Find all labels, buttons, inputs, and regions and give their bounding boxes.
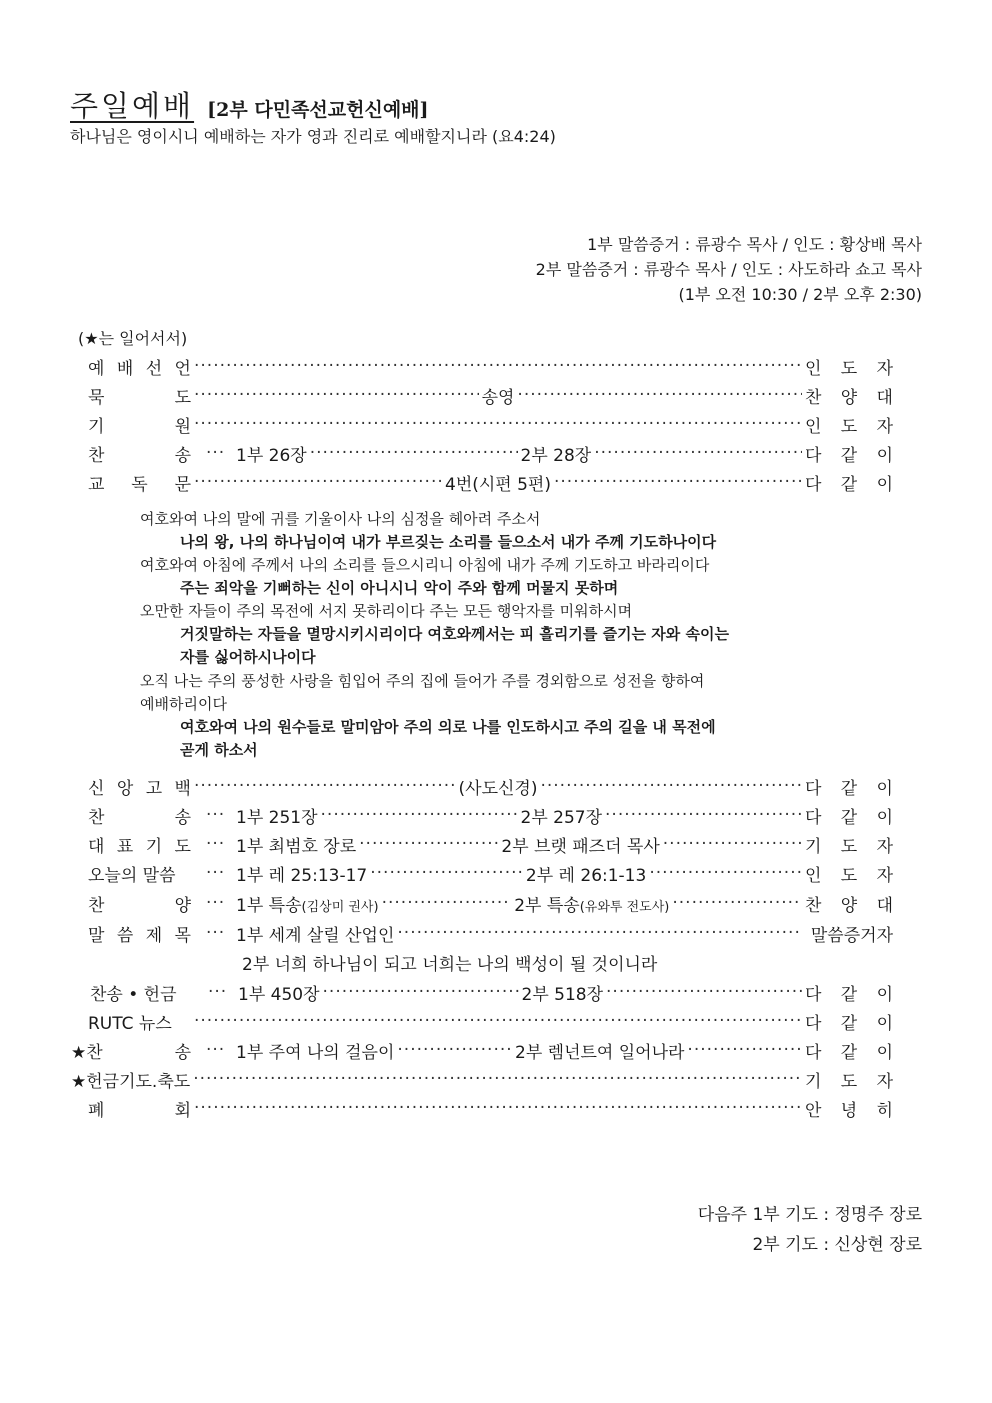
order-role: 인 도 자 [805, 358, 893, 379]
dot-leader [606, 982, 802, 1002]
order-row [71, 1037, 894, 1063]
part1-note: (김상미 권사) [301, 899, 379, 915]
order-row [88, 1008, 893, 1034]
reading-people-line: 나의 왕, 나의 하나님이여 내가 부르짖는 소리를 들으소서 내가 주께 기도하나이다 [180, 533, 717, 551]
part2-detail: 2부 레 26:1-13 [525, 865, 647, 886]
dot-leader [397, 1040, 512, 1060]
dot-leader [605, 805, 802, 825]
dot-leader [359, 834, 498, 854]
order-role: 안 녕 히 [805, 1100, 893, 1121]
order-detail: 송영 [481, 387, 515, 408]
order-label: 찬송 • 헌금 [90, 984, 177, 1005]
preacher-info-1: 1부 말씀증거 : 류광수 목사 / 인도 : 황상배 목사 [587, 235, 922, 254]
dot-leader [194, 385, 479, 405]
dot-leader [310, 443, 518, 463]
dot-leader [206, 1040, 224, 1060]
order-row [88, 1095, 893, 1121]
order-role: 찬 양 대 [805, 895, 894, 916]
dot-leader [382, 893, 512, 913]
part1-detail: 1부 26장 [236, 445, 307, 466]
dot-leader [321, 805, 518, 825]
reading-leader-line: 여호와여 나의 말에 귀를 기울이사 나의 심정을 헤아려 주소서 [140, 510, 541, 528]
order-row [88, 440, 893, 466]
next-week-prayer-2: 2부 기도 : 신상현 장로 [752, 1235, 922, 1255]
dot-leader [397, 923, 802, 943]
sermon-title-part2: 2부 너희 하나님이 되고 너희는 나의 백성이 될 것이니라 [242, 954, 658, 975]
part2-detail: 2부 특송(유와투 전도사) [514, 895, 670, 916]
dot-leader [687, 1040, 802, 1060]
order-row [88, 773, 893, 799]
dot-leader [323, 982, 519, 1002]
dot-leader [206, 443, 224, 463]
reading-people-line: 거짓말하는 자들을 멸망시키시리이다 여호와께서는 피 흘리기를 즐기는 자와 속이는 [180, 625, 729, 643]
part1-detail: 1부 450장 [238, 984, 320, 1005]
order-detail: 4번(시편 5편) [445, 474, 551, 495]
order-role: 다 같 이 [805, 984, 893, 1005]
order-row [88, 382, 893, 408]
order-label: 신 앙 고 백 [88, 778, 191, 799]
dot-leader [194, 472, 442, 492]
order-label: 오늘의 말씀 [88, 865, 176, 886]
part1-detail: 1부 최범호 장로 [236, 836, 357, 857]
order-row [71, 1066, 893, 1092]
order-role: 다 같 이 [805, 1042, 894, 1063]
part2-note: (유와투 전도사) [579, 899, 670, 915]
order-row [88, 469, 893, 495]
dot-leader [649, 863, 802, 883]
part2-detail: 2부 브랫 패즈더 목사 [501, 836, 660, 857]
order-label: 기 원 [88, 416, 191, 437]
order-role: 인 도 자 [805, 865, 893, 886]
order-role: 말씀증거자 [810, 925, 893, 946]
order-role: 인 도 자 [805, 416, 893, 437]
order-role: 찬 양 대 [804, 387, 893, 408]
reading-leader-line: 예배하리이다 [140, 695, 227, 713]
order-role: 다 같 이 [805, 1013, 893, 1034]
dot-leader [206, 863, 224, 883]
title-row [70, 84, 429, 125]
part1-detail: 1부 세계 살릴 산업인 [236, 925, 395, 946]
order-role: 다 같 이 [804, 778, 893, 799]
dot-leader [517, 385, 802, 405]
order-label: ★찬 송 [71, 1042, 191, 1063]
order-row [88, 411, 893, 437]
dot-leader [554, 472, 802, 492]
dot-leader [370, 863, 523, 883]
dot-leader [663, 834, 802, 854]
dot-leader [672, 893, 802, 913]
order-detail: (사도신경) [458, 778, 538, 799]
dot-leader [206, 923, 224, 943]
order-row [88, 860, 893, 886]
order-role: 기 도 자 [805, 1071, 893, 1092]
order-label: 찬 양 [88, 895, 191, 916]
reading-people-line: 주는 죄악을 기뻐하는 신이 아니시니 악이 주와 함께 머물지 못하며 [180, 579, 619, 597]
order-label: 찬 송 [88, 445, 191, 466]
part2-detail: 2부 렘넌트여 일어나라 [515, 1042, 685, 1063]
part1-detail: 1부 251장 [236, 807, 318, 828]
dot-leader [193, 1069, 802, 1089]
scripture-verse: 하나님은 영이시니 예배하는 자가 영과 진리로 예배할지니라 (요4:24) [70, 127, 556, 146]
order-row [88, 979, 893, 1005]
dot-leader [194, 1098, 802, 1118]
order-row [88, 802, 893, 828]
part2-detail: 2부 518장 [521, 984, 604, 1005]
order-label: 찬 송 [88, 807, 191, 828]
order-role: 기 도 자 [805, 836, 893, 857]
dot-leader [540, 776, 802, 796]
dot-leader [194, 356, 802, 376]
dot-leader [194, 776, 456, 796]
order-row [88, 890, 893, 916]
reading-leader-line: 오만한 자들이 주의 목전에 서지 못하리이다 주는 모든 행악자를 미워하시며 [140, 602, 633, 620]
part2-detail: 2부 257장 [520, 807, 603, 828]
dot-leader [594, 443, 802, 463]
dot-leader [194, 1011, 802, 1031]
reading-people-line: 곧게 하소서 [180, 741, 258, 759]
order-role: 다 같 이 [805, 445, 893, 466]
next-week-prayer-1: 다음주 1부 기도 : 정명주 장로 [697, 1205, 922, 1225]
dot-leader [206, 805, 224, 825]
order-row [88, 353, 893, 379]
part1-detail: 1부 레 25:13-17 [236, 865, 368, 886]
part1-detail: 1부 주여 나의 걸음이 [236, 1042, 395, 1063]
order-role: 다 같 이 [805, 807, 893, 828]
reading-people-line: 자를 싫어하시나이다 [180, 648, 316, 666]
stand-legend: (★는 일어서서) [78, 329, 188, 348]
order-label: 묵 도 [88, 387, 191, 408]
order-row [88, 920, 893, 946]
page-subtitle: [2부 다민족선교헌신예배] [207, 99, 429, 121]
order-label: ★헌금기도.축도 [71, 1071, 191, 1092]
dot-leader [206, 893, 224, 913]
dot-leader [206, 834, 224, 854]
order-label: 대 표 기 도 [88, 836, 191, 857]
part1-detail: 1부 특송(김상미 권사) [236, 895, 379, 916]
order-role: 다 같 이 [805, 474, 893, 495]
part2-detail: 2부 28장 [520, 445, 592, 466]
order-label: 폐 회 [88, 1100, 191, 1121]
reading-leader-line: 오직 나는 주의 풍성한 사랑을 힘입어 주의 집에 들어가 주를 경외함으로 성전을 향하여 [140, 672, 705, 690]
service-times: (1부 오전 10:30 / 2부 오후 2:30) [678, 285, 922, 304]
dot-leader [194, 414, 802, 434]
preacher-info-2: 2부 말씀증거 : 류광수 목사 / 인도 : 사도하라 쇼고 목사 [535, 260, 922, 279]
dot-leader [208, 982, 226, 1002]
reading-people-line: 여호와여 나의 원수들로 말미암아 주의 의로 나를 인도하시고 주의 길을 내 목전에 [180, 718, 716, 736]
order-label: RUTC 뉴스 [88, 1013, 172, 1034]
reading-leader-line: 여호와여 아침에 주께서 나의 소리를 들으시리니 아침에 내가 주께 기도하고 바라리이다 [140, 556, 710, 574]
order-label: 교 독 문 [88, 474, 191, 495]
page-title: 주일예배 [70, 89, 195, 123]
order-row [88, 831, 893, 857]
order-label: 말 씀 제 목 [88, 925, 191, 946]
order-label: 예 배 선 언 [88, 358, 191, 379]
